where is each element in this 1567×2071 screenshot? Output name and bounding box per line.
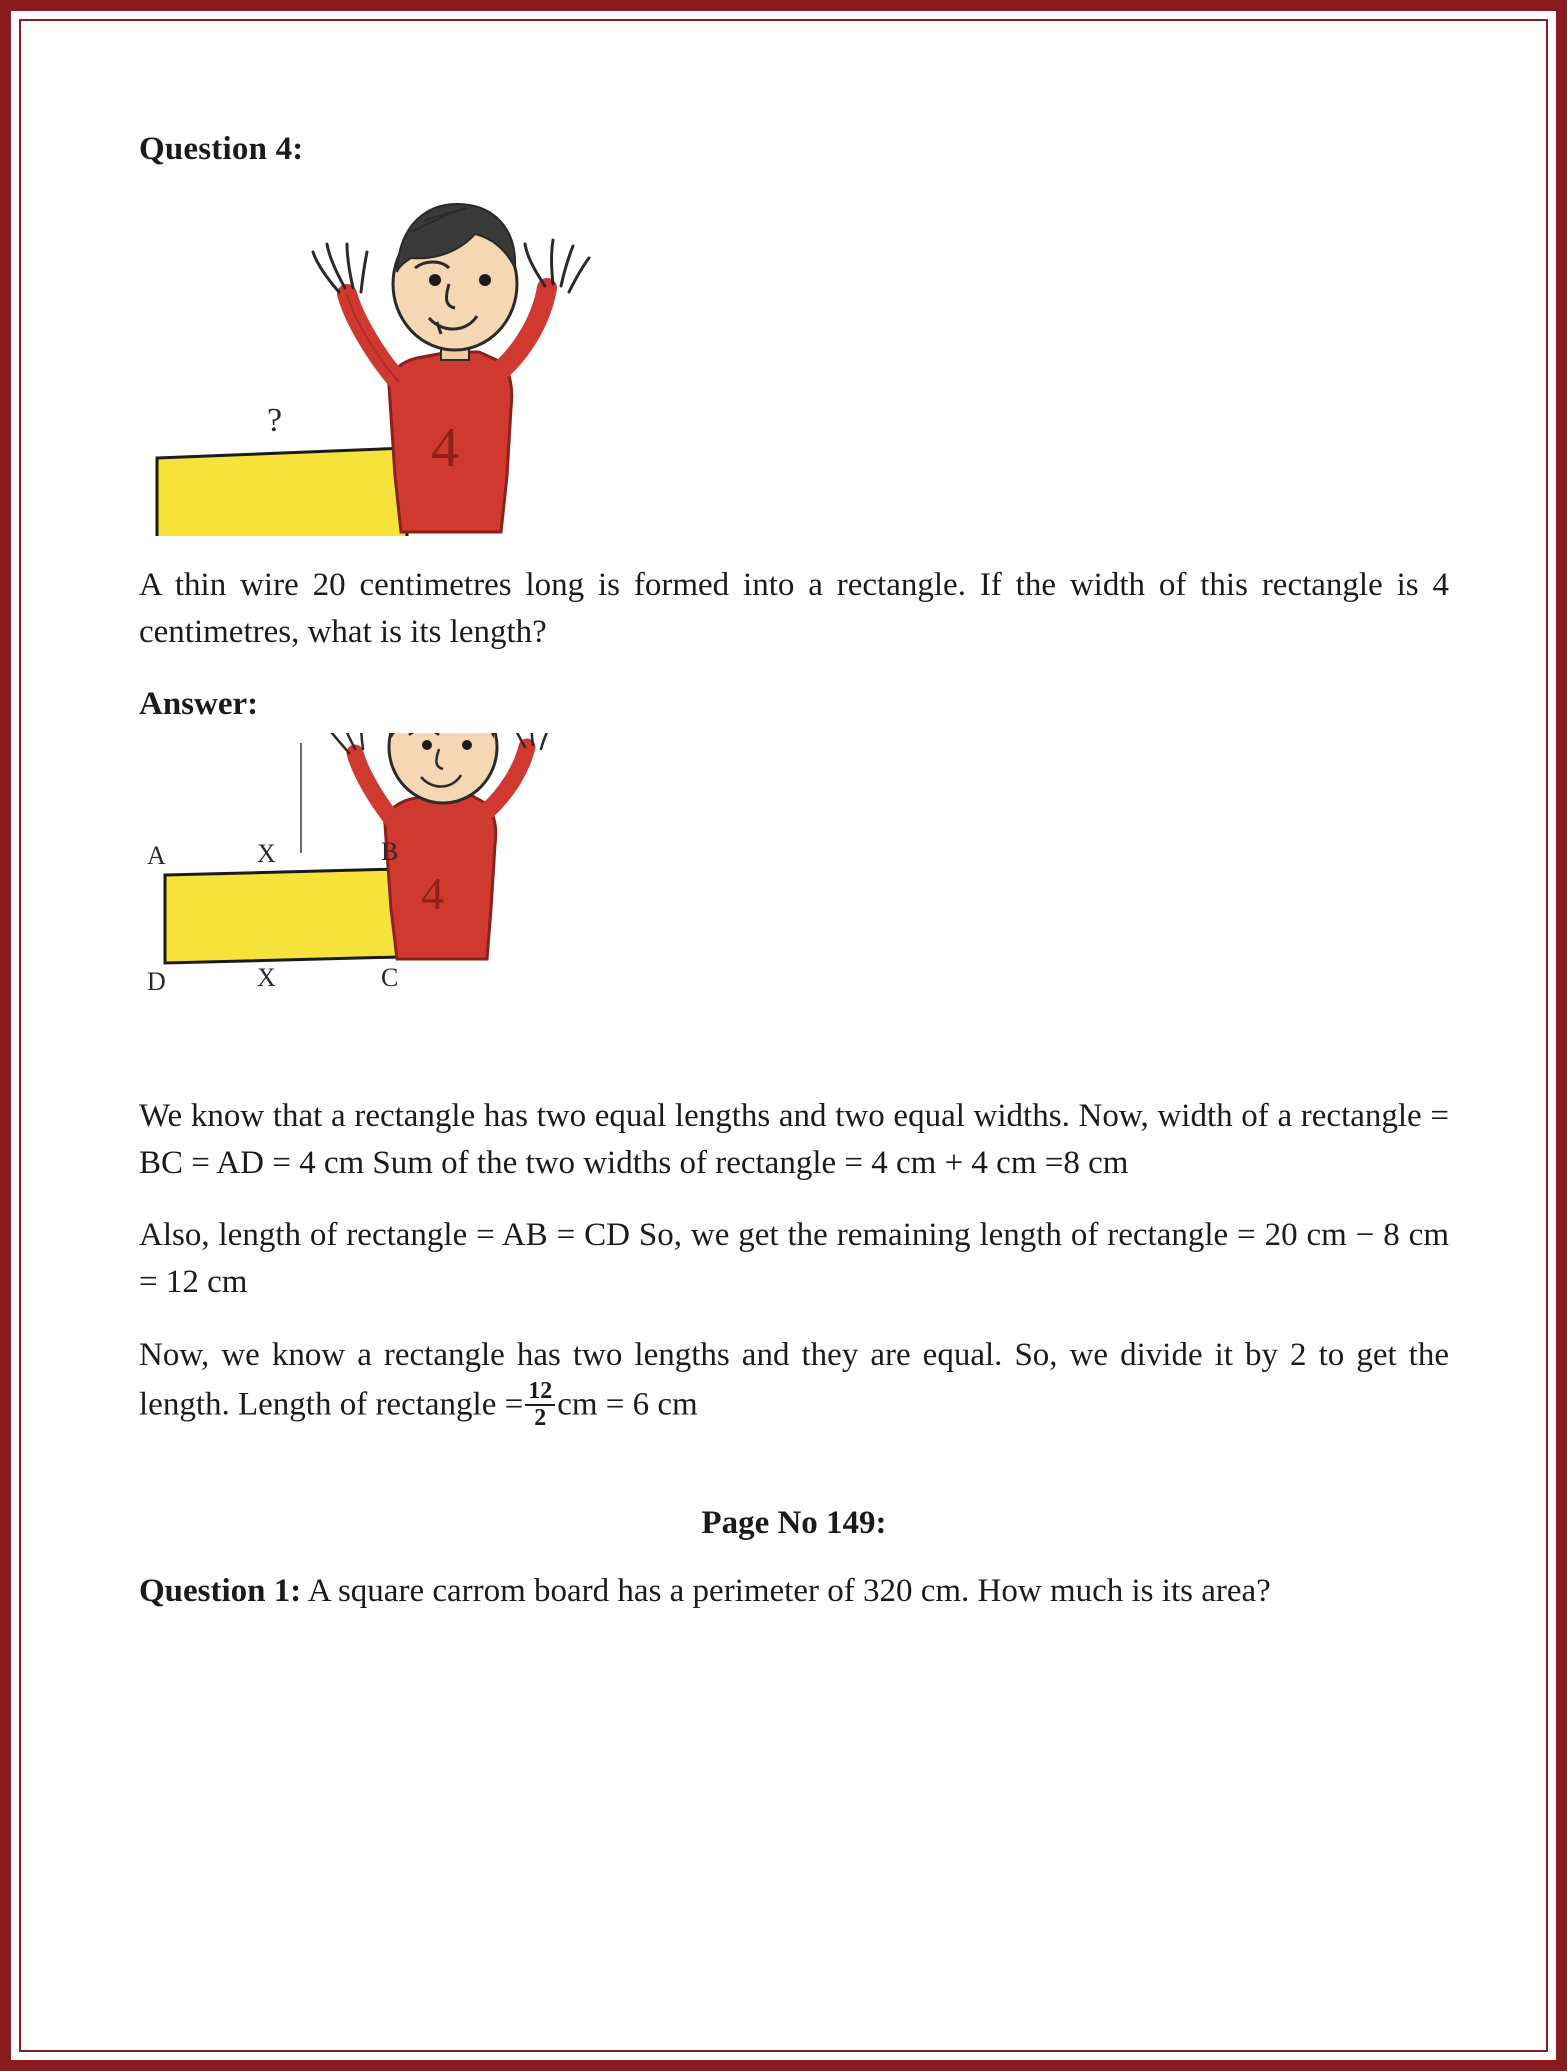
solution-text-part-2: cm = 6 cm	[557, 1386, 698, 1423]
question-4-text: A thin wire 20 centimetres long is formed into a rectangle. If the width of this rectangle is 4 centimetres, what is its length?	[139, 567, 1449, 650]
solution-paragraph-2: Also, length of rectangle = AB = CD So, we get the remaining length of rectangle = 20 cm − 8 cm = 12 cm	[139, 1217, 1449, 1301]
page-number-heading: Page No 149:	[701, 1505, 887, 1542]
side-label-x-top: X	[257, 838, 276, 868]
answer-heading: Answer:	[139, 685, 259, 722]
shirt-number-label: 4	[431, 417, 459, 479]
figure-labelled-rectangle	[149, 733, 579, 1063]
figure-1-svg	[149, 176, 629, 536]
vertex-label-c: C	[381, 962, 399, 992]
figure-2-svg	[149, 733, 579, 1063]
shirt-number-label-2: 4	[421, 867, 444, 919]
question-1-text: A square carrom board has a perimeter of 320 cm. How much is its area?	[307, 1573, 1271, 1610]
solution-paragraph-3	[139, 1332, 1449, 1431]
fraction-denominator: 2	[534, 1405, 547, 1432]
vertex-label-b: B	[381, 836, 399, 866]
fraction-numerator: 12	[525, 1379, 555, 1406]
page-content	[139, 131, 1449, 1615]
svg-text:?: ?	[267, 402, 283, 439]
figure-boy-with-rectangle	[149, 176, 629, 536]
question-1-label: Question 1:	[139, 1573, 302, 1610]
fraction-twelve-over-two	[525, 1379, 555, 1431]
vertex-label-a: A	[147, 840, 166, 870]
solution-paragraph-1: We know that a rectangle has two equal lengths and two equal widths. Now, width of a rectangle = BC = AD = 4 cm Sum of the two widths of rectangle = 4 cm + 4 cm =8 cm	[139, 1097, 1449, 1181]
solution-text-part-1: Now, we know a rectangle has two lengths and they are equal. So, we divide it by 2 to get the length. Length of rectangle =	[139, 1337, 1449, 1423]
question-1-block	[139, 1568, 1449, 1615]
vertex-label-d: D	[147, 966, 166, 996]
side-label-x-bottom: X	[257, 962, 276, 992]
question-4-heading: Question 4:	[139, 131, 304, 167]
